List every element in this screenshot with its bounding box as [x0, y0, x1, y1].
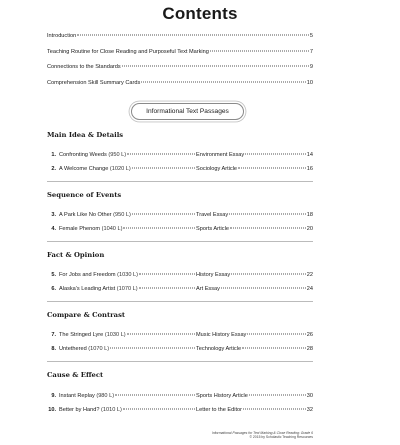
- entry-page: 16: [306, 166, 313, 172]
- entry-page: 32: [306, 407, 313, 413]
- dot-leader: [210, 50, 309, 51]
- dot-leader: [110, 348, 195, 349]
- dot-leader: [249, 395, 306, 396]
- entry-page: 28: [306, 346, 313, 352]
- entry-number: 4.: [51, 226, 56, 232]
- section-heading-sequence: Sequence of Events: [47, 191, 122, 199]
- dot-leader: [115, 395, 195, 396]
- entry-number: 2.: [51, 166, 56, 172]
- entry-page: 30: [306, 393, 313, 399]
- dot-leader: [139, 288, 195, 289]
- toc-item-page: 7: [309, 48, 313, 55]
- dot-leader: [139, 274, 195, 275]
- toc-item-standards[interactable]: [47, 64, 313, 80]
- entry-title: A Welcome Change: [59, 166, 109, 172]
- toc-item-page: 9: [309, 64, 313, 70]
- dot-leader: [231, 274, 306, 275]
- dot-leader: [238, 168, 306, 169]
- section-heading-fact-opinion: Fact & Opinion: [47, 251, 105, 259]
- toc-entry[interactable]: [47, 407, 313, 414]
- dot-leader: [230, 228, 306, 229]
- entry-title: Better by Hand?: [59, 407, 100, 413]
- front-matter-list: [47, 33, 313, 95]
- entry-genre: Letter to the Editor: [196, 407, 243, 413]
- entry-page: 14: [306, 152, 313, 158]
- toc-item-label: Introduction: [47, 33, 77, 39]
- dot-leader: [122, 66, 309, 67]
- toc-entry[interactable]: [47, 393, 313, 400]
- footer-copyright: © 2015 by Scholastic Teaching Resources: [249, 435, 313, 440]
- dot-leader: [141, 81, 306, 82]
- dot-leader: [229, 214, 306, 215]
- dot-leader: [221, 288, 306, 289]
- entry-genre: Sports Article: [196, 226, 229, 232]
- entry-title: Alaska’s Leading Artist: [59, 286, 116, 292]
- toc-entry[interactable]: [47, 272, 313, 279]
- section-divider: [47, 301, 313, 302]
- toc-entry[interactable]: [47, 226, 313, 233]
- entry-genre: Art Essay: [196, 286, 220, 292]
- toc-item-page: 5: [309, 33, 313, 39]
- entry-lexile: (950 L): [113, 212, 131, 218]
- toc-entry[interactable]: [47, 166, 313, 173]
- entry-page: 20: [306, 226, 313, 232]
- section-banner: Informational Text Passages: [131, 103, 244, 120]
- entry-genre: Sports History Article: [196, 393, 248, 399]
- section-divider: [47, 181, 313, 182]
- toc-item-label: Comprehension Skill Summary Cards: [47, 79, 141, 86]
- entry-lexile: (1030 L): [117, 272, 138, 278]
- entry-lexile: (1070 L): [88, 346, 110, 352]
- dot-leader: [123, 228, 195, 229]
- entry-genre: Technology Article: [196, 346, 242, 352]
- section-heading-cause-effect: Cause & Effect: [47, 371, 104, 379]
- entry-genre: Environment Essay: [196, 152, 245, 158]
- entry-title: For Jobs and Freedom: [59, 272, 116, 278]
- dot-leader: [77, 35, 309, 36]
- section-heading-compare-contrast: Compare & Contrast: [47, 311, 126, 319]
- entry-lexile: (1030 L): [104, 332, 126, 338]
- toc-item-teaching-routine[interactable]: [47, 49, 313, 65]
- entry-lexile: (1020 L): [109, 166, 131, 172]
- toc-item-page: 10: [306, 79, 313, 86]
- entry-number: 7.: [51, 332, 56, 338]
- dot-leader: [243, 409, 306, 410]
- dot-leader: [245, 154, 306, 155]
- entry-genre: Sociology Article: [196, 166, 238, 172]
- dot-leader: [132, 168, 195, 169]
- entry-lexile: (950 L): [108, 152, 127, 158]
- entry-title: Confronting Weeds: [59, 152, 107, 158]
- toc-entry[interactable]: [47, 152, 313, 159]
- entry-title: Female Phenom: [59, 226, 101, 232]
- section-divider: [47, 241, 313, 242]
- entry-lexile: (1010 L): [101, 407, 122, 413]
- dot-leader: [247, 334, 305, 335]
- entry-title: A Park Like No Other: [59, 212, 112, 218]
- entry-number: 8.: [51, 346, 56, 352]
- toc-item-summary-cards[interactable]: [47, 80, 313, 96]
- entry-lexile: (1070 L): [116, 286, 138, 292]
- entry-number: 9.: [51, 393, 56, 399]
- entry-page: 22: [306, 272, 313, 278]
- entry-number: 3.: [51, 212, 56, 218]
- toc-entry[interactable]: [47, 332, 313, 339]
- dot-leader: [127, 154, 195, 155]
- toc-entry[interactable]: [47, 346, 313, 353]
- entry-number: 6.: [51, 286, 56, 292]
- toc-item-label: Teaching Routine for Close Reading and Purposeful Text Marking: [47, 48, 209, 55]
- page-footer: [212, 431, 313, 440]
- entry-number: 5.: [51, 272, 56, 278]
- entry-page: 18: [306, 212, 313, 218]
- toc-item-label: Connections to the Standards: [47, 64, 121, 70]
- dot-leader: [132, 214, 195, 215]
- toc-item-introduction[interactable]: [47, 33, 313, 49]
- entry-number: 1.: [51, 152, 56, 158]
- entry-page: 26: [306, 332, 313, 338]
- entry-title: Instant Replay: [59, 393, 95, 399]
- entry-genre: Music History Essay: [196, 332, 247, 338]
- entry-page: 24: [306, 286, 313, 292]
- entry-lexile: (980 L): [96, 393, 115, 399]
- entry-lexile: (1040 L): [101, 226, 123, 232]
- toc-entry[interactable]: [47, 212, 313, 219]
- entry-genre: Travel Essay: [196, 212, 229, 218]
- dot-leader: [127, 334, 195, 335]
- dot-leader: [123, 409, 195, 410]
- section-heading-main-idea: Main Idea & Details: [47, 131, 124, 139]
- footer-book-title: Informational Passages for Text Marking & Close Reading: Grade 6: [211, 431, 313, 435]
- entry-number: 10.: [48, 407, 56, 413]
- section-divider: [47, 361, 313, 362]
- entry-title: The Stringed Lyre: [59, 332, 104, 338]
- page-title: Contents: [162, 4, 238, 23]
- entry-title: Untethered: [59, 346, 87, 352]
- toc-entry[interactable]: [47, 286, 313, 293]
- entry-genre: History Essay: [196, 272, 231, 278]
- dot-leader: [242, 348, 306, 349]
